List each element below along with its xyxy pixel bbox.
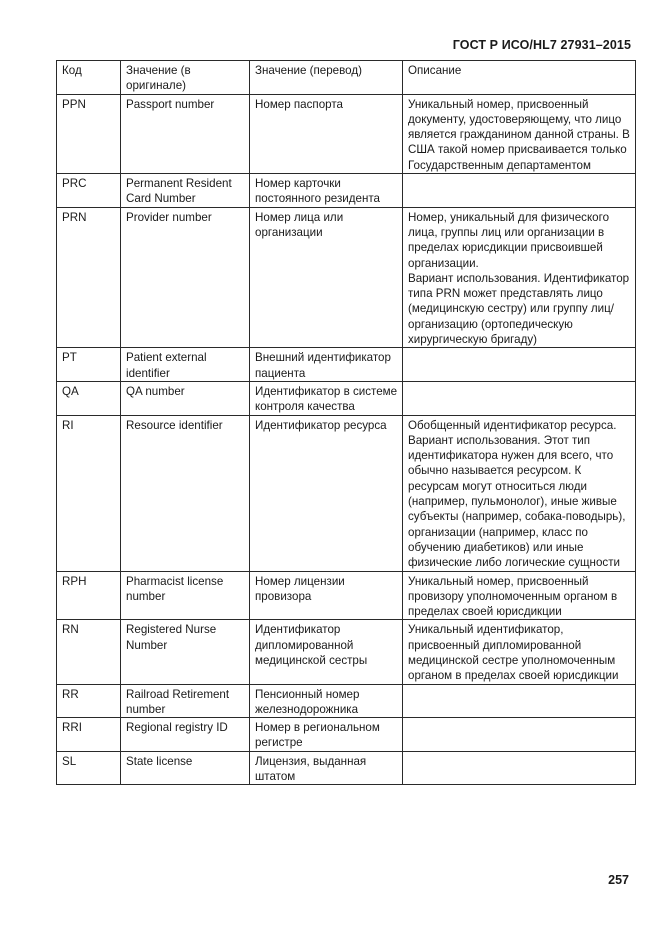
- cell-original: Patient external identifier: [121, 348, 250, 382]
- column-header-description: Описание: [403, 61, 636, 95]
- cell-code: RRI: [57, 718, 121, 752]
- cell-translation: Идентификатор ресурса: [250, 415, 403, 571]
- description-paragraph: Номер, уникальный для физического лица, группы лиц или организации в пределах юрисдикции присвоившей организации.: [408, 210, 610, 270]
- table-row: [57, 174, 636, 208]
- column-header-code: Код: [57, 61, 121, 95]
- cell-description: [403, 718, 636, 752]
- cell-translation: Номер карточки постоянного резидента: [250, 174, 403, 208]
- cell-translation: Внешний идентификатор пациента: [250, 348, 403, 382]
- cell-original: Railroad Retirement number: [121, 684, 250, 718]
- description-paragraph: Уникальный идентификатор, присвоенный дипломированной медицинской сестре уполномоченным органом в пределах своей юрисдикции: [408, 623, 619, 683]
- cell-code: RPH: [57, 571, 121, 620]
- cell-original: Regional registry ID: [121, 718, 250, 752]
- table-row: [57, 718, 636, 752]
- cell-translation: Номер паспорта: [250, 94, 403, 173]
- cell-original: Passport number: [121, 94, 250, 173]
- cell-translation: Лицензия, выданная штатом: [250, 751, 403, 785]
- cell-original: Registered Nurse Number: [121, 620, 250, 684]
- table-body: [57, 94, 636, 785]
- cell-description: [403, 207, 636, 348]
- description-paragraph: Обобщенный идентификатор ресурса.: [408, 418, 617, 432]
- cell-translation: Номер лицензии провизора: [250, 571, 403, 620]
- cell-description: [403, 348, 636, 382]
- cell-code: RN: [57, 620, 121, 684]
- cell-description: [403, 94, 636, 173]
- cell-translation: Номер лица или организации: [250, 207, 403, 348]
- identifier-type-table: [56, 60, 636, 785]
- cell-description: [403, 174, 636, 208]
- table-header-row: [57, 61, 636, 95]
- cell-code: QA: [57, 381, 121, 415]
- table-row: [57, 684, 636, 718]
- cell-description: [403, 620, 636, 684]
- cell-code: SL: [57, 751, 121, 785]
- cell-original: State license: [121, 751, 250, 785]
- description-paragraph: Уникальный номер, присвоенный провизору уполномоченным органом в пределах своей юрисдикции: [408, 574, 618, 619]
- table-row: [57, 348, 636, 382]
- table-row: [57, 751, 636, 785]
- description-paragraph: Вариант использования. Этот тип идентификатора нужен для всего, что обычно называется ресурсом. К ресурсам могут относиться люди (например, пульмонолог), иные живые субъекты (например, собака-поводырь), организации (например, класс по обучению диабетиков) или иные физические либо логические сущности: [408, 433, 626, 570]
- cell-original: Provider number: [121, 207, 250, 348]
- table-row: [57, 381, 636, 415]
- cell-translation: Идентификатор в системе контроля качества: [250, 381, 403, 415]
- cell-description: [403, 415, 636, 571]
- document-header: ГОСТ Р ИСО/HL7 27931–2015: [452, 38, 631, 52]
- cell-translation: Номер в региональном регистре: [250, 718, 403, 752]
- column-header-original: Значение (в оригинале): [121, 61, 250, 95]
- table-row: [57, 415, 636, 571]
- description-paragraph: Уникальный номер, присвоенный документу, удостоверяющему, что лицо является гражданином данной страны. В США такой номер присваивается только Государственным департаментом: [408, 97, 630, 172]
- cell-description: [403, 381, 636, 415]
- page-number: 257: [608, 873, 629, 887]
- cell-code: PPN: [57, 94, 121, 173]
- cell-original: QA number: [121, 381, 250, 415]
- cell-code: PRC: [57, 174, 121, 208]
- table-row: [57, 94, 636, 173]
- cell-description: [403, 571, 636, 620]
- cell-original: Resource identifier: [121, 415, 250, 571]
- cell-translation: Пенсионный номер железнодорожника: [250, 684, 403, 718]
- cell-original: Permanent Resident Card Number: [121, 174, 250, 208]
- description-paragraph: Вариант использования. Идентификатор типа PRN может представлять лицо (медицинскую сестру) или группу лиц/организацию (ортопедическую хирургическую бригаду): [408, 271, 630, 347]
- cell-code: PRN: [57, 207, 121, 348]
- table-row: [57, 571, 636, 620]
- cell-code: PT: [57, 348, 121, 382]
- table-row: [57, 207, 636, 348]
- cell-original: Pharmacist license number: [121, 571, 250, 620]
- column-header-translation: Значение (перевод): [250, 61, 403, 95]
- cell-description: [403, 684, 636, 718]
- cell-translation: Идентификатор дипломированной медицинской сестры: [250, 620, 403, 684]
- cell-description: [403, 751, 636, 785]
- table-row: [57, 620, 636, 684]
- cell-code: RR: [57, 684, 121, 718]
- cell-code: RI: [57, 415, 121, 571]
